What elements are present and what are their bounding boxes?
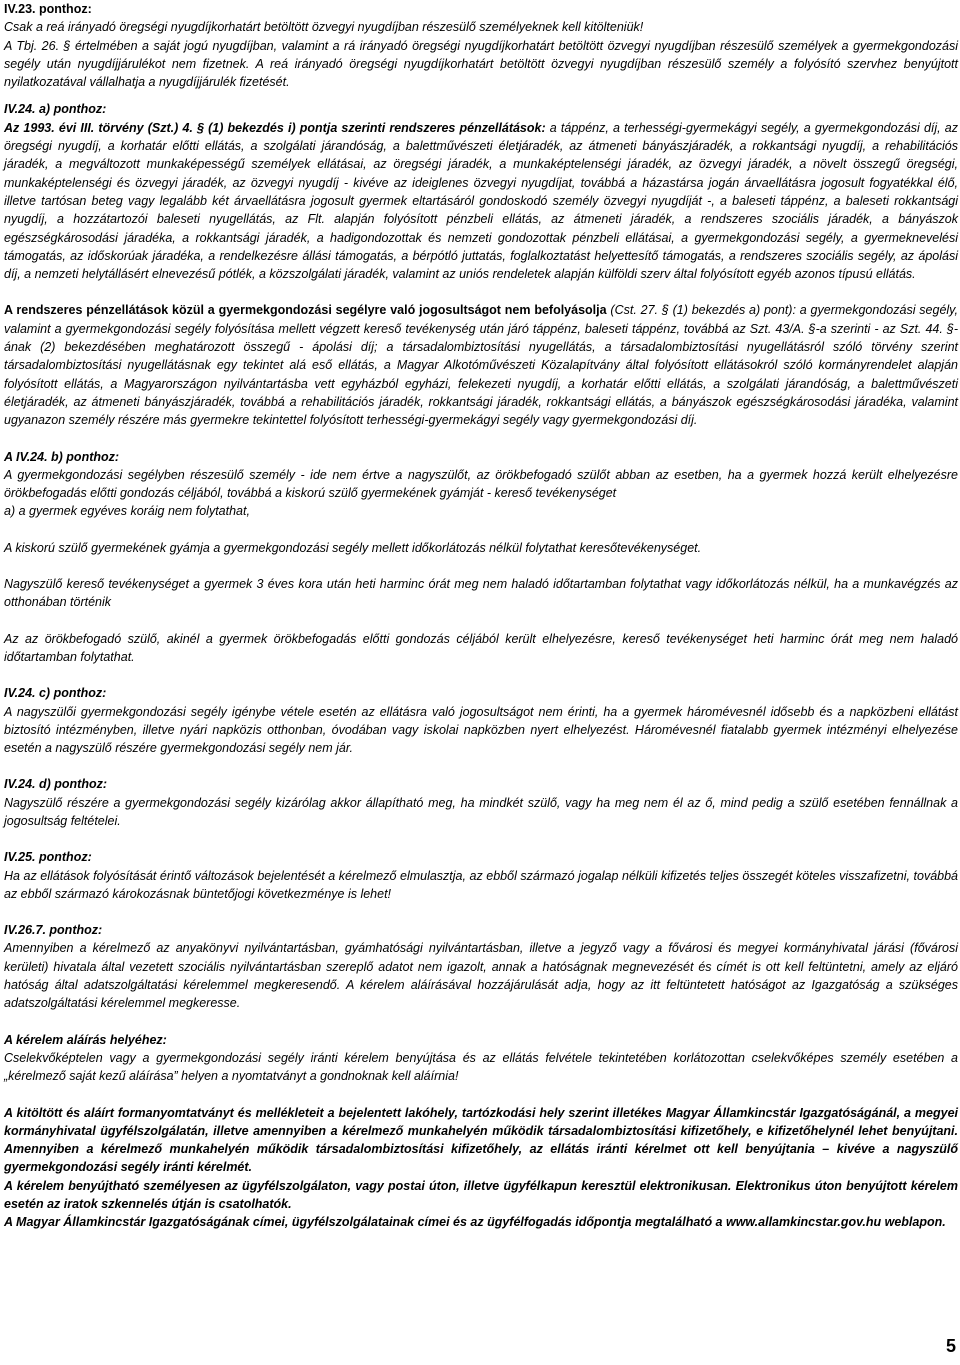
section-heading-iv23: IV.23. ponthoz: bbox=[4, 2, 92, 16]
section-heading-iv24a: IV.24. a) ponthoz: bbox=[4, 102, 107, 117]
paragraph: Cselekvőképtelen vagy a gyermekgondozási segély iránti kérelem benyújtása és az ellátás felvétele tekintetében korlátozottan cselekvőképes személy esetében a „kérelmező saját kezű aláírása” helyen a nyomtatványt a gondnoknak kell aláírnia! bbox=[4, 1050, 958, 1084]
lead-text: A rendszeres pénzellátások közül a gyermekgondozási segélyre való jogosultságot nem befolyásolja bbox=[4, 303, 607, 318]
section-heading-signature: A kérelem aláírás helyéhez: bbox=[4, 1032, 167, 1047]
paragraph: Amennyiben a kérelmező az anyakönyvi nyilvántartásban, gyámhatósági nyilvántartásban, illetve a jegyző vagy a fővárosi és megyei kormányhivatal járási (fővárosi kerületi) hivatala által vezetett szociális nyilvántartásban szereplő adatot nem igazolt, annak a hatóságnak megnevezését és címét is ott kell feltüntetni, amely az eljáró hatóság által adatszolgáltatási kérelemmel megkeresendő. A kérelem aláírásával hozzájárulását adja, hogy az itt feltüntetett hatóságot az Igazgatóság a szükséges adatszolgáltatási kérelemmel megkeresse. bbox=[4, 941, 958, 1011]
section-heading-iv24c: IV.24. c) ponthoz: bbox=[4, 686, 107, 701]
paragraph: Csak a reá irányadó öregségi nyugdíjkorhatárt betöltött özvegyi nyugdíjban részesülő személyeknek kell kitölteniük! bbox=[4, 20, 644, 35]
section-heading-iv24d: IV.24. d) ponthoz: bbox=[4, 777, 108, 792]
paragraph: A Tbj. 26. § értelmében a saját jogú nyugdíjban, valamint a rá irányadó öregségi nyugdíjkorhatárt betöltött özvegyi nyugdíjban részesülő személyek a gyermekgondozási segély után nyugdíjjárulékot nem fizetnek. A reá irányadó öregségi nyugdíjkorhatárt betöltött özvegyi nyugdíjban részesülő személy a folyósító szervhez benyújtott nyilatkozatával vállalhatja a nyugdíjjárulék fizetését. bbox=[4, 38, 958, 90]
section-heading-iv24b: A IV.24. b) ponthoz: bbox=[4, 449, 120, 464]
paragraph: Nagyszülő kereső tevékenységet a gyermek 3 éves kora után heti harminc órát meg nem haladó időtartamban folytathat vagy időkorlátozás nélkül, ha a munkavégzés az otthonában történik bbox=[4, 577, 958, 610]
paragraph: A gyermekgondozási segélyben részesülő személy - ide nem értve a nagyszülőt, az örökbefogadó szülőt abban az esetben, ha a gyermek hozzá került elhelyezésre örökbefogadás előtti gondozás céljából, továbbá a kiskorú szülő gyermekének gyámját - kereső tevékenységet bbox=[4, 467, 958, 501]
closing-paragraph: A kérelem benyújtható személyesen az ügyfélszolgálaton, vagy postai úton, illetve ügyfélkapun keresztül elektronikusan. Elektronikus úton benyújtott kérelem esetén az iratok szkennelés útján is csatolhatók. bbox=[4, 1178, 958, 1212]
paragraph bbox=[4, 119, 958, 284]
paragraph bbox=[4, 301, 958, 429]
document-body bbox=[4, 0, 958, 1232]
paragraph: Ha az ellátások folyósítását érintő változások bejelentését a kérelmező elmulasztja, az ebből származó jogalap nélküli kifizetés teljes összegét köteles visszafizetni, továbbá az ebből származó károkozásnak büntetőjogi következménye is lehet! bbox=[4, 868, 958, 901]
section-heading-iv26-7: IV.26.7. ponthoz: bbox=[4, 923, 103, 938]
paragraph-text: (Cst. 27. § (1) bekezdés a) pont): a gyermekgondozási segély, valamint a gyermekgondozási segély folyósítása mellett végzett kereső tevékenység után járó táppénz, baleseti táppénz, továbbá az Szt. 43/A. §-a szerinti - az Szt. 44. §-ának (2) bekezdésében meghatározott összegű - ápolási díj; a társadalombiztosítási nyugellátás, a társadalombiztosítási nyugellátásról szóló törvény szerint társadalombiztosítási nyugellátásnak egy tekintet alá eső ellátás, a Magyar Alkotóművészeti Közalapítvány által folyósított ellátásokról szóló kormányrendelet alapján folyósított ellátás, a Magyarországon nyilvántartásba vett egyházból egyházi, felekezeti nyugdíj, a korhatár előtti ellátás, a szolgálati járandóság, a balettművészeti életjáradék, az átmeneti bányászjáradék, továbbá a rehabilitációs járadék, rokkantsági járadék, rokkantsági ellátás, a bányászok egészségkárosodási járadéka, valamint ugyanazon személy részére más gyermekre tekintettel folyósított terhességi-gyermekágyi segély vagy gyermekgondozási díj. bbox=[4, 303, 958, 428]
section-heading-iv25: IV.25. ponthoz: bbox=[4, 850, 92, 865]
closing-paragraph: A Magyar Államkincstár Igazgatóságának címei, ügyfélszolgálatainak címei és az ügyfélfogadás időpontja megtalálható a www.allamkincstar.gov.hu weblapon. bbox=[4, 1215, 946, 1230]
closing-paragraph: A kitöltött és aláírt formanyomtatványt és mellékleteit a bejelentett lakóhely, tartózkodási hely szerint illetékes Magyar Államkincstár Igazgatóságánál, a megyei kormányhivatal ügyfélszolgálatán, illetve amennyiben a kérelmező munkahelyén működik társadalombiztosítási kifizetőhely, e kifizetőhelynél lehet benyújtani. Amennyiben a kérelmező munkahelyén működik társadalombiztosítási kifizetőhely, az ellátás iránti kérelmet ott kell benyújtania – kivéve a nagyszülő gyermekgondozási segély iránti kérelmét. bbox=[4, 1105, 958, 1175]
paragraph: Nagyszülő részére a gyermekgondozási segély kizárólag akkor állapítható meg, ha mindkét szülő, vagy ha meg nem él az ő, mind pedig a szülő esetében fennállnak a jogosultság feltételei. bbox=[4, 795, 958, 828]
page-number: 5 bbox=[945, 1336, 956, 1356]
paragraph: A nagyszülői gyermekgondozási segély igénybe vétele esetén az ellátásra való jogosultságot nem érinti, ha a gyermek háromévesnél idősebb és a napközbeni ellátást biztosító intézményben, illetve nyári napközis otthonban, óvodában vagy iskolai napközben nyert elhelyezést. Háromévesnél fiatalabb gyermek intézményi elhelyezése esetén a nagyszülő részére gyermekgondozási segély nem jár. bbox=[4, 704, 958, 756]
paragraph: A kiskorú szülő gyermekének gyámja a gyermekgondozási segély mellett időkorlátozás nélkül folytathat keresőtevékenységet. bbox=[4, 540, 702, 555]
paragraph-text: a táppénz, a terhességi-gyermekágyi segély, a gyermekgondozási díj, az öregségi nyugdíj, a korhatár előtti ellátás, a szolgálati járandóság, a balettművészeti életjáradék, az átmeneti bányászjáradék, a rokkantsági nyugdíj, a rehabilitációs járadék, a megváltozott munkaképességű személyek ellátásai, az öregségi járadék, a munkaképtelenségi járadék, az özvegyi járadék, a növelt összegű öregségi, munkaképtelenségi és özvegyi járadék, az özvegyi nyugdíj - kivéve az ideiglenes özvegyi nyugdíjat, továbbá a házastársa jogán árvaellátásra jogosult fogyatékkal élő, illetve tartósan beteg vagy legalább két árvaellátásra jogosult gyermek eltartásáról gondoskodó személy özvegyi nyugdíját -, a baleseti táppénz, a baleseti rokkantsági nyugdíj, a hozzátartozói baleseti nyugellátás, az Flt. alapján folyósított pénzbeli ellátás, az átmeneti járadék, a rendszeres szociális járadék, a bányászok egészségkárosodási járadéka, a rokkantsági járadék, a hadigondozottak és nemzeti gondozottak pénzbeli ellátásai, a gyermekgondozási segély, a gyermeknevelési támogatás, az időskorúak járadéka, a rendelkezésre állási támogatás, a bérpótló juttatás, foglalkoztatást helyettesítő támogatás, a rendszeres szociális segély, az ápolási díj, a nemzeti helytállásért elnevezésű pótlék, a közszolgálati járadék, valamint az uniós rendeletek alapján külföldi szerv által folyósított egyéb azonos típusú ellátás. bbox=[4, 120, 958, 282]
subheading: Az 1993. évi III. törvény (Szt.) 4. § (1) bekezdés i) pontja szerinti rendszeres pénzellátások: bbox=[4, 120, 546, 135]
paragraph: a) a gyermek egyéves koráig nem folytathat, bbox=[4, 504, 250, 519]
paragraph: Az az örökbefogadó szülő, akinél a gyermek örökbefogadás előtti gondozás céljából került elhelyezésre, kereső tevékenységet heti harminc órát meg nem haladó időtartamban folytathat. bbox=[4, 631, 958, 664]
